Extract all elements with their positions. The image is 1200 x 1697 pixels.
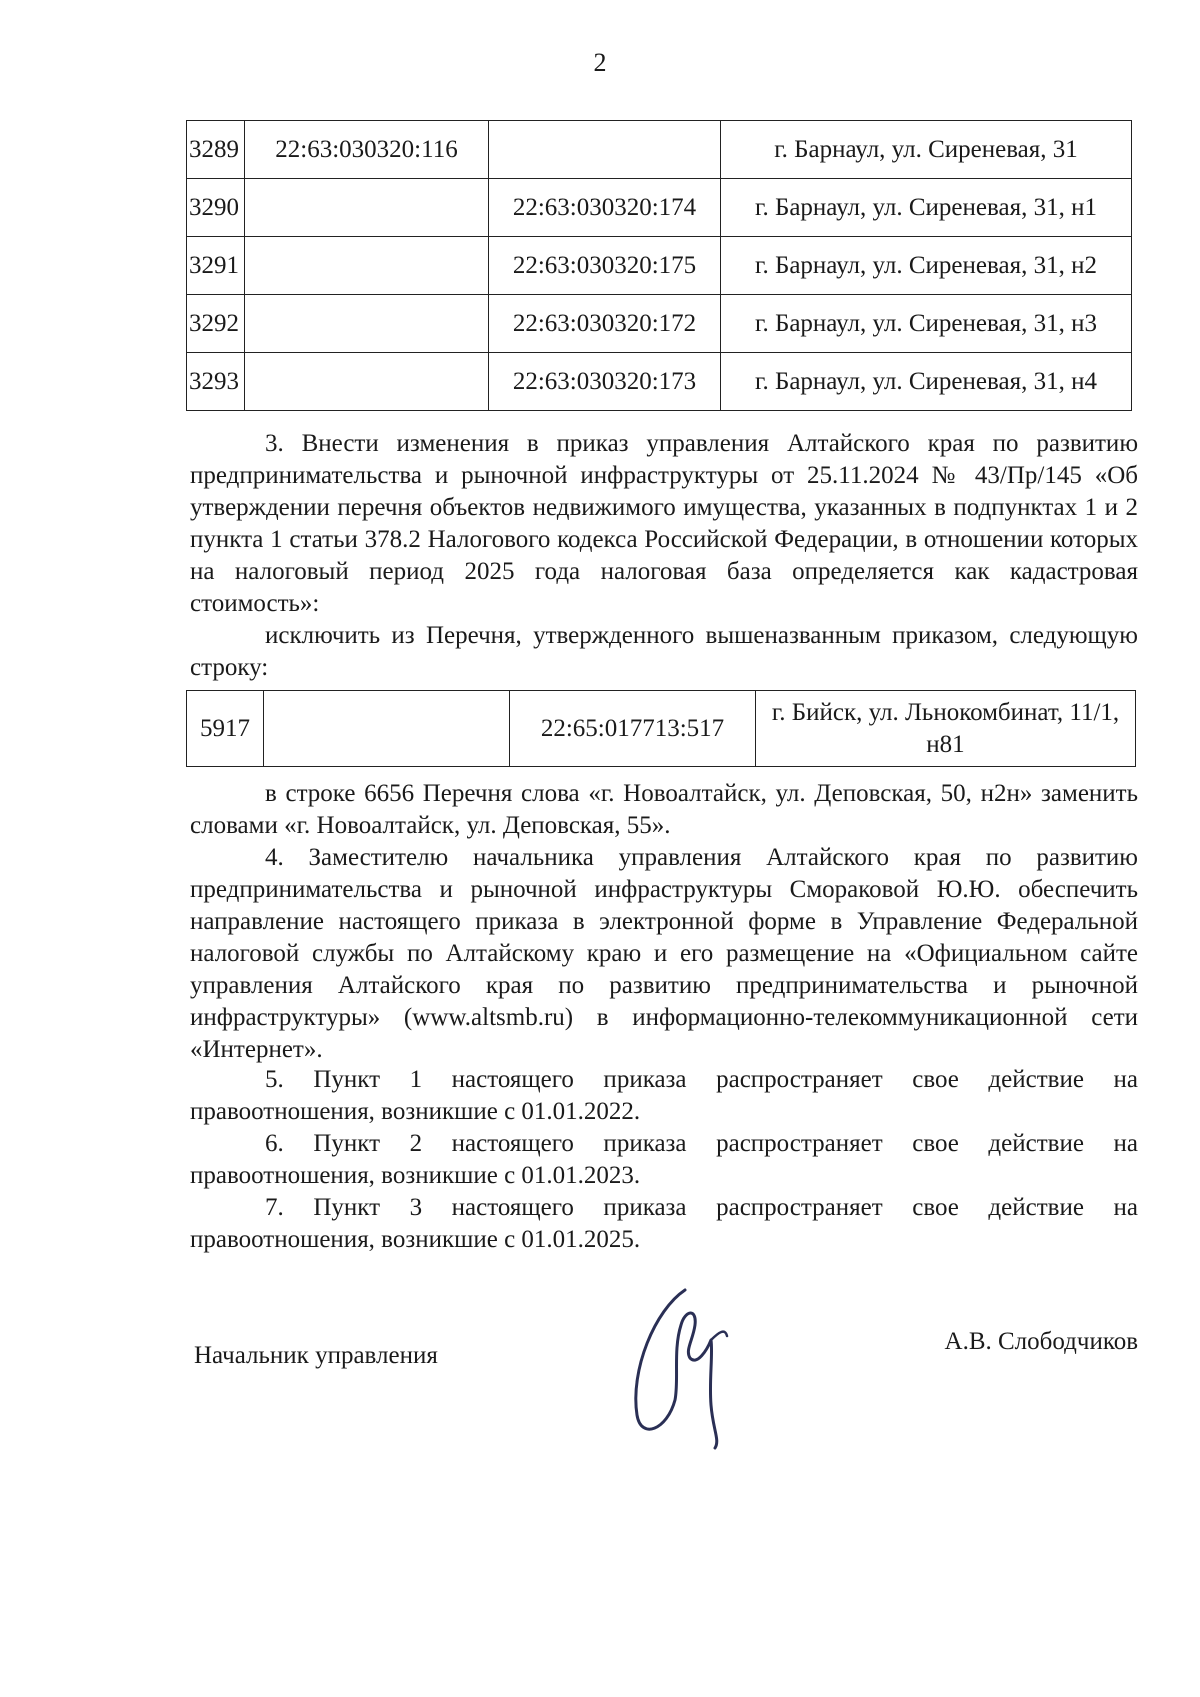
address: г. Барнаул, ул. Сиреневая, 31 bbox=[721, 121, 1132, 179]
table-row bbox=[187, 353, 1132, 411]
table-row bbox=[187, 295, 1132, 353]
building-cadastral-number: 22:65:017713:517 bbox=[510, 691, 756, 767]
address: г. Бийск, ул. Льнокомбинат, 11/1, н81 bbox=[756, 691, 1136, 767]
row-number: 5917 bbox=[187, 691, 264, 767]
building-cadastral-number: 22:63:030320:172 bbox=[489, 295, 721, 353]
address: г. Барнаул, ул. Сиреневая, 31, н1 bbox=[721, 179, 1132, 237]
row-number: 3292 bbox=[187, 295, 245, 353]
signature-block bbox=[190, 1320, 1138, 1440]
row-number: 3293 bbox=[187, 353, 245, 411]
paragraph-7: 7. Пункт 3 настоящего приказа распространяет свое действие на правоотношения, возникшие с 01.01.2025. bbox=[190, 1194, 1138, 1253]
land-cadastral-number bbox=[245, 353, 489, 411]
land-cadastral-number: 22:63:030320:116 bbox=[245, 121, 489, 179]
signer-name: А.В. Слободчиков bbox=[944, 1328, 1138, 1355]
table-row bbox=[187, 237, 1132, 295]
address: г. Барнаул, ул. Сиреневая, 31, н4 bbox=[721, 353, 1132, 411]
paragraph-6: 6. Пункт 2 настоящего приказа распространяет свое действие на правоотношения, возникшие с 01.01.2023. bbox=[190, 1130, 1138, 1189]
objects-table bbox=[186, 120, 1132, 411]
land-cadastral-number bbox=[264, 691, 510, 767]
handwritten-signature bbox=[615, 1280, 755, 1450]
paragraph-3-replace: в строке 6656 Перечня слова «г. Новоалтайск, ул. Деповская, 50, н2н» заменить словами «г. Новоалтайск, ул. Деповская, 55». bbox=[190, 780, 1138, 839]
paragraph-3-exclude: исключить из Перечня, утвержденного вышеназванным приказом, следующую строку: bbox=[190, 622, 1138, 681]
land-cadastral-number bbox=[245, 295, 489, 353]
building-cadastral-number: 22:63:030320:173 bbox=[489, 353, 721, 411]
table-row bbox=[187, 691, 1136, 767]
signer-title: Начальник управления bbox=[194, 1342, 438, 1369]
row-number: 3289 bbox=[187, 121, 245, 179]
row-number: 3291 bbox=[187, 237, 245, 295]
paragraph-3: 3. Внести изменения в приказ управления Алтайского края по развитию предпринимательства и рыночной инфраструктуры от 25.11.2024 № 43/Пр/145 «Об утверждении перечня объектов недвижимого имущества, указанных в подпунктах 1 и 2 пункта 1 статьи 378.2 Налогового кодекса Российской Федерации, в отношении которых на налоговый период 2025 года налоговая база определяется как кадастровая стоимость»: bbox=[190, 430, 1138, 617]
table-row bbox=[187, 121, 1132, 179]
building-cadastral-number: 22:63:030320:175 bbox=[489, 237, 721, 295]
land-cadastral-number bbox=[245, 237, 489, 295]
address: г. Барнаул, ул. Сиреневая, 31, н3 bbox=[721, 295, 1132, 353]
row-number: 3290 bbox=[187, 179, 245, 237]
excluded-row-table bbox=[186, 690, 1136, 767]
address: г. Барнаул, ул. Сиреневая, 31, н2 bbox=[721, 237, 1132, 295]
land-cadastral-number bbox=[245, 179, 489, 237]
paragraph-5: 5. Пункт 1 настоящего приказа распространяет свое действие на правоотношения, возникшие с 01.01.2022. bbox=[190, 1066, 1138, 1125]
page-number: 2 bbox=[593, 48, 607, 77]
table-row bbox=[187, 179, 1132, 237]
building-cadastral-number bbox=[489, 121, 721, 179]
paragraph-4: 4. Заместителю начальника управления Алтайского края по развитию предпринимательства и рыночной инфраструктуры Смораковой Ю.Ю. обеспечить направление настоящего приказа в электронной форме в Управление Федеральной налоговой службы по Алтайскому краю и его размещение на «Официальном сайте управления Алтайского края по развитию предпринимательства и рыночной инфраструктуры» (www.altsmb.ru) в информационно-телекоммуникационной сети «Интернет». bbox=[190, 844, 1138, 1063]
building-cadastral-number: 22:63:030320:174 bbox=[489, 179, 721, 237]
